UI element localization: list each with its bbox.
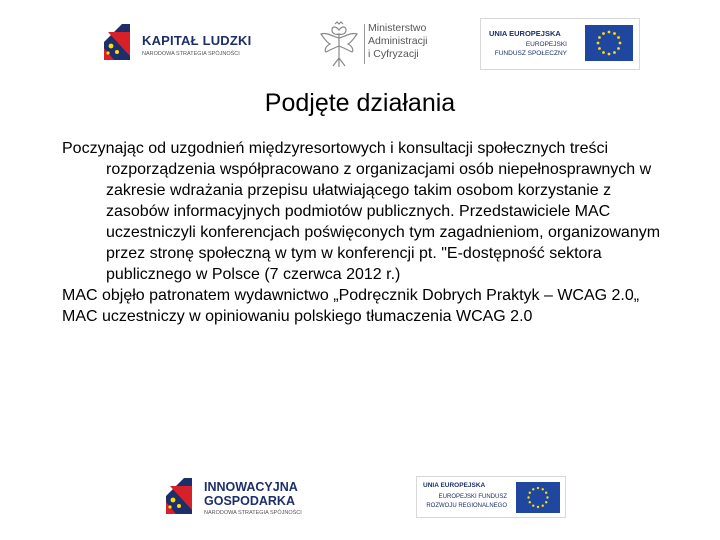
eu-star-icon bbox=[598, 36, 601, 39]
slide-title: Podjęte działania bbox=[264, 89, 456, 117]
kapital-ludzki-mark-icon bbox=[100, 22, 134, 62]
eu-star-icon bbox=[542, 505, 544, 507]
eu-star-icon bbox=[613, 32, 616, 35]
eu-efrr-title: UNIA EUROPEJSKA bbox=[423, 482, 486, 489]
eu-star-icon bbox=[545, 501, 547, 503]
eu-star-icon bbox=[537, 506, 539, 508]
ministry-logo bbox=[318, 18, 458, 72]
innowacyjna-gospodarka-subtitle: NARODOWA STRATEGIA SPÓJNOŚCI bbox=[204, 510, 302, 516]
eu-efrr-logo bbox=[416, 476, 566, 518]
eu-star-icon bbox=[617, 47, 620, 50]
eu-star-icon bbox=[542, 488, 544, 490]
eu-efs-line-1: EUROPEJSKI bbox=[525, 41, 567, 48]
eu-star-icon bbox=[597, 42, 600, 45]
paragraph-translation: MAC uczestniczy w opiniowaniu polskiego tłumaczenia WCAG 2.0 bbox=[62, 308, 533, 325]
eu-star-icon bbox=[529, 501, 531, 503]
innowacyjna-gospodarka-mark-icon bbox=[162, 476, 196, 516]
paragraph-consultations: Poczynając od uzgodnień międzyresortowych i konsultacji społecznych treści rozporządzenia współpracowano z organizacjami osób niepełnosprawnych w zakresie wdrażania przepisu ułatwiającego takim osobom korzystanie z zasobów informacyjnych podmiotów publicznych. Przedstawiciele MAC uczestniczyli konferencjach poświęconych tym zagadnieniom, organizowanym przez stronę społeczną w tym w konferencji pt. "E-dostępność sektora publicznego w Polsce (7 czerwca 2012 r.) bbox=[62, 140, 661, 283]
eu-star-icon bbox=[608, 53, 611, 56]
slide-content bbox=[62, 138, 662, 327]
ministry-line-2: Administracji bbox=[368, 35, 428, 47]
eu-star-icon bbox=[532, 488, 534, 490]
eu-star-icon bbox=[527, 496, 529, 498]
eu-star-icon bbox=[613, 51, 616, 54]
innowacyjna-line-1: INNOWACYJNA bbox=[204, 480, 298, 494]
eu-star-icon bbox=[602, 32, 605, 35]
innowacyjna-line-2: GOSPODARKA bbox=[204, 494, 295, 508]
eu-star-icon bbox=[532, 505, 534, 507]
eu-star-icon bbox=[617, 36, 620, 39]
eu-efs-line-2: FUNDUSZ SPOŁECZNY bbox=[494, 50, 567, 57]
eu-star-icon bbox=[545, 492, 547, 494]
kapital-ludzki-subtitle: NARODOWA STRATEGIA SPÓJNOŚCI bbox=[142, 51, 240, 57]
eu-efrr-line-1: EUROPEJSKI FUNDUSZ bbox=[438, 494, 507, 500]
kapital-ludzki-logo bbox=[100, 18, 260, 68]
eu-efs-title: UNIA EUROPEJSKA bbox=[489, 29, 561, 38]
eu-flag-icon bbox=[585, 25, 633, 61]
ministry-line-1: Ministerstwo bbox=[368, 22, 427, 34]
eu-efrr-line-2: ROZWOJU REGIONALNEGO bbox=[426, 503, 507, 509]
eu-star-icon bbox=[546, 496, 548, 498]
polish-eagle-icon bbox=[318, 20, 360, 70]
paragraph-patronage: MAC objęło patronatem wydawnictwo „Podręcznik Dobrych Praktyk – WCAG 2.0„ bbox=[62, 287, 640, 304]
ministry-divider bbox=[364, 24, 365, 64]
eu-efs-logo bbox=[480, 18, 640, 70]
innowacyjna-gospodarka-title bbox=[204, 480, 298, 508]
eu-star-icon bbox=[602, 51, 605, 54]
eu-star-icon bbox=[619, 42, 622, 45]
eu-flag-icon bbox=[516, 482, 560, 513]
innowacyjna-gospodarka-logo bbox=[162, 476, 332, 520]
kapital-ludzki-title: KAPITAŁ LUDZKI bbox=[142, 33, 252, 48]
eu-star-icon bbox=[537, 487, 539, 489]
eu-star-icon bbox=[598, 47, 601, 50]
eu-star-icon bbox=[529, 492, 531, 494]
ministry-line-3: i Cyfryzacji bbox=[368, 48, 419, 60]
eu-star-icon bbox=[608, 31, 611, 34]
ministry-name bbox=[368, 22, 428, 61]
